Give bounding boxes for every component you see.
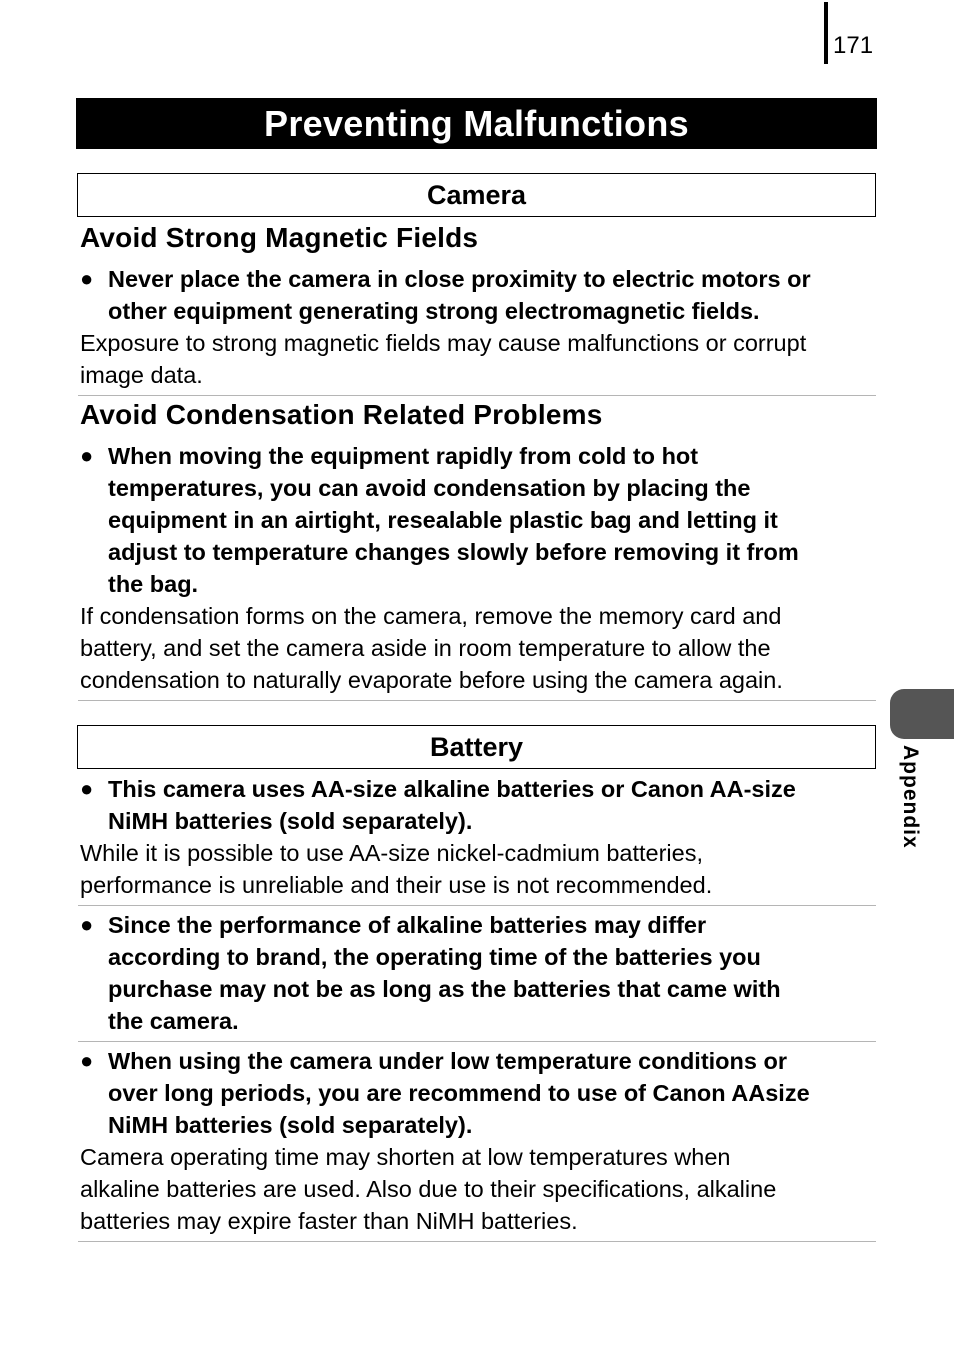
divider — [78, 1041, 876, 1042]
paragraph-line: While it is possible to use AA-size nickel-cadmium batteries, — [80, 840, 703, 866]
divider — [78, 395, 876, 396]
section-heading-camera: Camera — [77, 173, 876, 217]
bullet-line: according to brand, the operating time of the batteries you — [108, 944, 761, 970]
bullet-line: other equipment generating strong electromagnetic fields. — [108, 298, 760, 324]
paragraph-battery-low-temp — [80, 1141, 875, 1237]
bullet-line: adjust to temperature changes slowly before removing it from — [108, 539, 799, 565]
bullet-dot-icon: ● — [80, 443, 94, 468]
bullet-line: When using the camera under low temperature conditions or — [108, 1048, 787, 1074]
paragraph-magnetic — [80, 327, 875, 391]
chapter-tab — [890, 689, 954, 739]
bullet-line: over long periods, you are recommend to use of Canon AAsize — [108, 1080, 810, 1106]
divider — [78, 1241, 876, 1242]
paragraph-line: Camera operating time may shorten at low temperatures when — [80, 1144, 731, 1170]
bullet-dot-icon: ● — [80, 776, 94, 801]
bullet-line: the camera. — [108, 1008, 239, 1034]
chapter-tab-label: Appendix — [899, 745, 922, 849]
bullet-line: NiMH batteries (sold separately). — [108, 808, 473, 834]
paragraph-line: condensation to naturally evaporate before using the camera again. — [80, 667, 783, 693]
page-number-rule — [824, 2, 828, 64]
paragraph-line: image data. — [80, 362, 203, 388]
bullet-line: purchase may not be as long as the batteries that came with — [108, 976, 781, 1002]
bullet-line: This camera uses AA-size alkaline batteries or Canon AA-size — [108, 776, 796, 802]
bullet-line: the bag. — [108, 571, 199, 597]
bullet-line: Never place the camera in close proximity to electric motors or — [108, 266, 811, 292]
paragraph-battery-types — [80, 837, 875, 901]
paragraph-line: battery, and set the camera aside in room temperature to allow the — [80, 635, 771, 661]
bullet-line: NiMH batteries (sold separately). — [108, 1112, 473, 1138]
paragraph-line: batteries may expire faster than NiMH batteries. — [80, 1208, 578, 1234]
bullet-line: equipment in an airtight, resealable plastic bag and letting it — [108, 507, 778, 533]
paragraph-condensation — [80, 600, 875, 696]
paragraph-line: alkaline batteries are used. Also due to their specifications, alkaline — [80, 1176, 777, 1202]
paragraph-line: performance is unreliable and their use is not recommended. — [80, 872, 713, 898]
section-heading-battery: Battery — [77, 725, 876, 769]
page-number: 171 — [833, 32, 874, 59]
divider — [78, 905, 876, 906]
heading-magnetic-fields: Avoid Strong Magnetic Fields — [80, 222, 479, 253]
bullet-dot-icon: ● — [80, 912, 94, 937]
paragraph-line: Exposure to strong magnetic fields may cause malfunctions or corrupt — [80, 330, 807, 356]
bullet-dot-icon: ● — [80, 1048, 94, 1073]
heading-condensation: Avoid Condensation Related Problems — [80, 399, 603, 430]
divider — [78, 700, 876, 701]
bullet-line: When moving the equipment rapidly from cold to hot — [108, 443, 699, 469]
bullet-line: Since the performance of alkaline batteries may differ — [108, 912, 707, 938]
page-title: Preventing Malfunctions — [76, 98, 877, 149]
paragraph-line: If condensation forms on the camera, remove the memory card and — [80, 603, 782, 629]
bullet-dot-icon: ● — [80, 266, 94, 291]
bullet-line: temperatures, you can avoid condensation by placing the — [108, 475, 751, 501]
